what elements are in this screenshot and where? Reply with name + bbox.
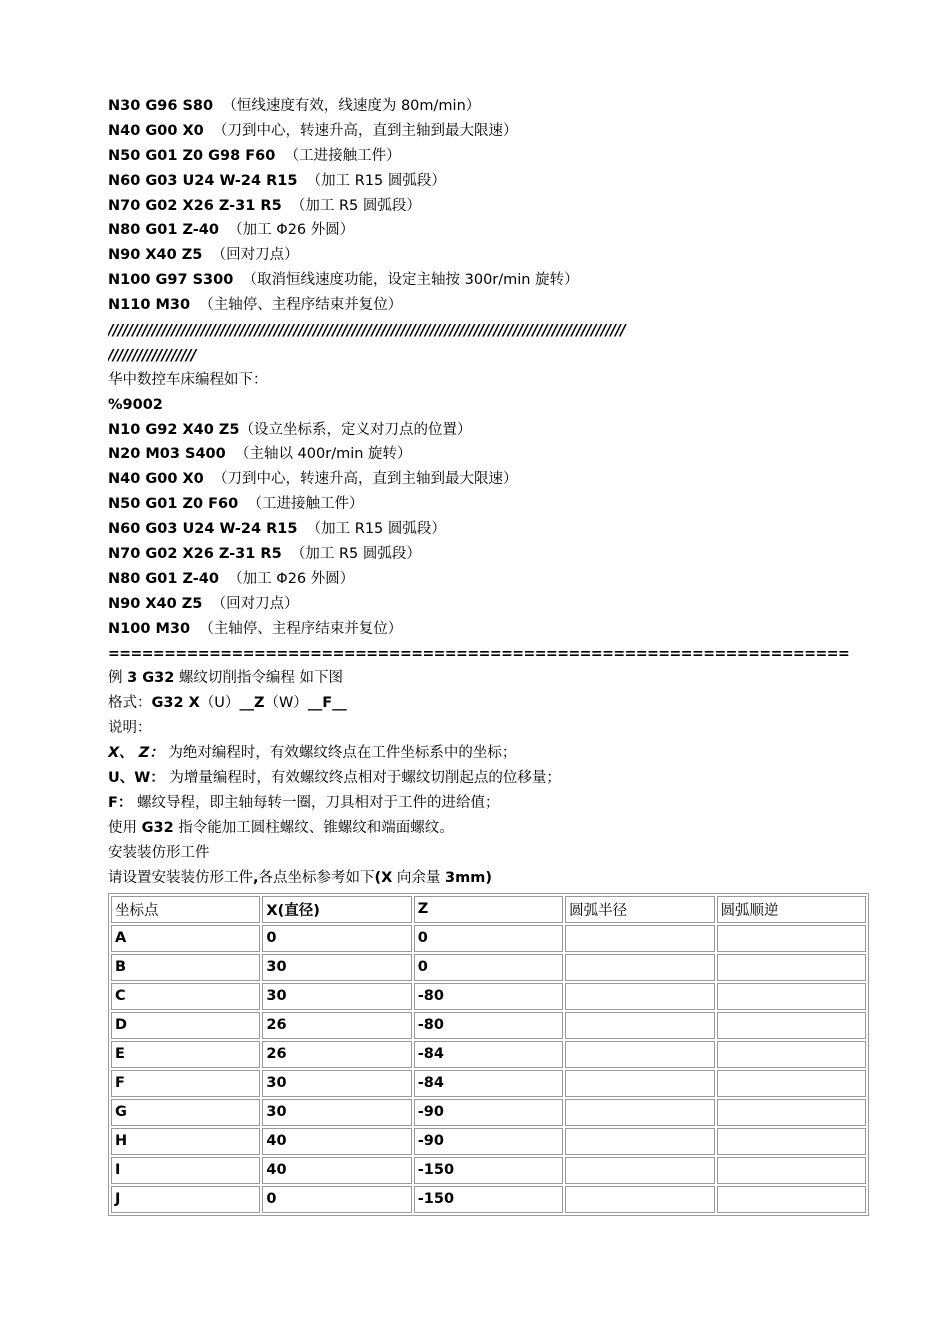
table-cell: 0 — [262, 1186, 411, 1213]
gcode-comment: （取消恒线速度功能，设定主轴按 300r/min 旋转） — [242, 272, 579, 289]
request-x: (X — [374, 869, 393, 886]
table-cell: I — [111, 1157, 260, 1184]
table-cell: D — [111, 1012, 260, 1039]
format-w: （W） — [264, 695, 308, 712]
equals-divider-line: ================================================================== — [108, 645, 850, 662]
example-3-post: 螺纹切削指令编程 如下图 — [174, 670, 344, 687]
gcode-spacer — [204, 123, 213, 139]
table-cell: -80 — [414, 1012, 563, 1039]
program-line — [108, 144, 870, 169]
table-header-row — [111, 896, 866, 923]
gcode-spacer — [219, 222, 228, 238]
request-mid: 各点坐标参考如下 — [258, 869, 375, 886]
table-cell — [565, 1012, 714, 1039]
table-cell: -84 — [414, 1070, 563, 1097]
table-row — [111, 1128, 866, 1155]
table-cell — [565, 1041, 714, 1068]
table-cell — [717, 1041, 866, 1068]
table-cell: 30 — [262, 954, 411, 981]
gcode-comment: （刀到中心，转速升高，直到主轴到最大限速） — [212, 471, 518, 488]
format-f: __F__ — [307, 695, 347, 712]
table-cell: E — [111, 1041, 260, 1068]
huazhong-heading: 华中数控车床编程如下： — [108, 371, 268, 388]
request-mid2: 向余量 — [392, 869, 446, 886]
gcode-spacer — [190, 621, 199, 637]
table-cell — [717, 1157, 866, 1184]
gcode-comment: （刀到中心，转速升高，直到主轴到最大限速） — [212, 122, 518, 139]
gcode-command: N80 G01 Z-40 — [108, 570, 219, 587]
program-line — [108, 194, 870, 219]
gcode-comment: （恒线速度有效，线速度为 80m/min） — [222, 98, 481, 114]
program-line — [108, 517, 870, 542]
program-line — [108, 442, 870, 467]
table-row — [111, 1041, 866, 1068]
usage-pre: 使用 — [108, 819, 142, 836]
table-cell: -90 — [414, 1099, 563, 1126]
table-cell: 26 — [262, 1012, 411, 1039]
program-line — [108, 119, 870, 144]
gcode-spacer — [297, 521, 306, 537]
table-cell — [565, 1186, 714, 1213]
slash-divider-line: ////////////////////////////////////////////////////////////////////////////////////////////////////////// — [108, 321, 626, 340]
gcode-spacer — [275, 148, 284, 164]
gcode-comment: （加工 Φ26 外圆） — [228, 570, 355, 587]
header-x-diameter: X(直径) — [262, 896, 411, 923]
gcode-command: N80 G01 Z-40 — [108, 222, 219, 239]
format-line — [108, 691, 870, 716]
gcode-comment: （设立坐标系，定义对刀点的位置） — [239, 421, 472, 438]
gcode-spacer — [202, 247, 211, 263]
gcode-command: N40 G00 X0 — [108, 471, 204, 488]
g32-usage — [108, 816, 870, 841]
document-page — [108, 94, 870, 1216]
gcode-spacer — [204, 471, 213, 487]
header-z: Z — [414, 896, 563, 923]
table-cell: 40 — [262, 1157, 411, 1184]
gcode-spacer — [219, 571, 228, 587]
table-cell: C — [111, 983, 260, 1010]
table-cell: 40 — [262, 1128, 411, 1155]
usage-post: 指令能加工圆柱螺纹、锥螺纹和端面螺纹。 — [173, 819, 454, 836]
table-cell — [717, 1012, 866, 1039]
usage-code: G32 — [141, 819, 174, 836]
gcode-command: N20 M03 S400 — [108, 446, 226, 463]
gcode-comment: （主轴停、主程序结束并复位） — [199, 620, 403, 637]
gcode-command: N100 G97 S300 — [108, 272, 234, 289]
program-line — [108, 418, 870, 443]
program-2-block — [108, 418, 870, 642]
table-cell: 0 — [262, 925, 411, 952]
gcode-command: N10 G92 X40 Z5 — [108, 421, 240, 438]
gcode-comment: （加工 R5 圆弧段） — [290, 197, 421, 214]
table-row — [111, 1070, 866, 1097]
table-cell — [717, 983, 866, 1010]
gcode-comment: （主轴停、主程序结束并复位） — [199, 297, 403, 314]
table-row — [111, 925, 866, 952]
table-cell: 30 — [262, 983, 411, 1010]
table-cell — [717, 925, 866, 952]
table-cell: -80 — [414, 983, 563, 1010]
request-line — [108, 866, 870, 891]
gcode-command: N110 M30 — [108, 297, 191, 314]
table-cell: -150 — [414, 1186, 563, 1213]
gcode-comment: （加工 R5 圆弧段） — [290, 546, 421, 563]
gcode-command: N90 X40 Z5 — [108, 595, 203, 612]
table-cell: A — [111, 925, 260, 952]
gcode-spacer — [297, 173, 306, 189]
xz-text: 为绝对编程时，有效螺纹终点在工件坐标系中的坐标； — [163, 745, 517, 762]
program-line — [108, 617, 870, 642]
coordinate-table — [108, 893, 869, 1216]
program-line — [108, 592, 870, 617]
request-pre: 请设置安装装仿形工件 — [108, 869, 253, 886]
table-cell — [565, 1099, 714, 1126]
example-3-code: 3 G32 — [127, 670, 175, 687]
gcode-spacer — [213, 98, 222, 114]
header-point: 坐标点 — [111, 896, 260, 923]
program-line — [108, 169, 870, 194]
gcode-spacer — [282, 546, 291, 562]
table-cell: 30 — [262, 1099, 411, 1126]
table-body — [111, 925, 866, 1213]
gcode-spacer — [233, 272, 242, 288]
xz-key: X、 Z： — [108, 745, 164, 762]
table-cell: -84 — [414, 1041, 563, 1068]
gcode-comment: （回对刀点） — [211, 595, 299, 612]
slash-divider-line-continued: ////////////////// — [108, 345, 196, 364]
table-cell: 0 — [414, 954, 563, 981]
table-cell: 0 — [414, 925, 563, 952]
table-row — [111, 1157, 866, 1184]
f-explanation — [108, 791, 870, 816]
request-3mm: 3mm) — [445, 869, 492, 886]
gcode-command: N70 G02 X26 Z-31 R5 — [108, 546, 282, 563]
format-label: 格式： — [108, 695, 152, 712]
gcode-comment: （主轴以 400r/min 旋转） — [234, 446, 412, 463]
table-row — [111, 1099, 866, 1126]
gcode-command: N100 M30 — [108, 620, 191, 637]
table-cell: B — [111, 954, 260, 981]
gcode-spacer — [202, 596, 211, 612]
table-cell — [717, 1186, 866, 1213]
program-line — [108, 567, 870, 592]
gcode-command: N30 G96 S80 — [108, 98, 214, 114]
uw-explanation — [108, 766, 870, 791]
program-line — [108, 94, 870, 119]
table-cell — [565, 1128, 714, 1155]
table-cell: G — [111, 1099, 260, 1126]
request-comma: , — [253, 869, 259, 886]
table-cell — [565, 954, 714, 981]
install-text: 安装装仿形工件 — [108, 844, 210, 861]
program-line — [108, 218, 870, 243]
gcode-comment: （工进接触工件） — [247, 496, 364, 513]
table-row — [111, 1186, 866, 1213]
gcode-spacer — [226, 446, 235, 462]
gcode-command: N40 G00 X0 — [108, 122, 204, 139]
gcode-comment: （加工 Φ26 外圆） — [228, 222, 355, 239]
format-g32: G32 X — [151, 695, 200, 712]
gcode-command: N50 G01 Z0 F60 — [108, 496, 239, 513]
xz-explanation — [108, 741, 870, 766]
gcode-spacer — [282, 198, 291, 214]
header-arc-radius: 圆弧半径 — [565, 896, 714, 923]
table-cell — [565, 925, 714, 952]
program-line — [108, 293, 870, 318]
table-cell — [717, 954, 866, 981]
table-row — [111, 954, 866, 981]
gcode-spacer — [190, 297, 199, 313]
uw-key: U、W： — [108, 770, 165, 787]
table-cell: -150 — [414, 1157, 563, 1184]
f-text: 螺纹导程，即主轴每转一圈，刀具相对于工件的进给值； — [132, 794, 500, 811]
table-cell — [565, 1070, 714, 1097]
table-cell: H — [111, 1128, 260, 1155]
format-u: （U） — [199, 695, 240, 712]
program-line — [108, 467, 870, 492]
gcode-comment: （工进接触工件） — [284, 147, 401, 164]
program-1-block — [108, 94, 870, 318]
f-key: F： — [108, 794, 133, 811]
program-line — [108, 492, 870, 517]
table-cell: J — [111, 1186, 260, 1213]
uw-text: 为增量编程时，有效螺纹终点相对于螺纹切削起点的位移量； — [164, 770, 561, 787]
program-line — [108, 542, 870, 567]
program-line — [108, 268, 870, 293]
gcode-comment: （加工 R15 圆弧段） — [306, 521, 446, 538]
table-row — [111, 1012, 866, 1039]
gcode-command: N90 X40 Z5 — [108, 247, 203, 264]
table-cell: 26 — [262, 1041, 411, 1068]
gcode-command: N60 G03 U24 W-24 R15 — [108, 172, 298, 189]
table-cell: -90 — [414, 1128, 563, 1155]
header-arc-direction: 圆弧顺逆 — [717, 896, 866, 923]
table-cell: F — [111, 1070, 260, 1097]
gcode-command: N60 G03 U24 W-24 R15 — [108, 521, 298, 538]
gcode-comment: （回对刀点） — [211, 247, 299, 264]
format-z: __Z — [239, 695, 265, 712]
gcode-command: N50 G01 Z0 G98 F60 — [108, 147, 276, 164]
table-cell: 30 — [262, 1070, 411, 1097]
table-cell — [565, 983, 714, 1010]
gcode-command: N70 G02 X26 Z-31 R5 — [108, 197, 282, 214]
table-row — [111, 983, 866, 1010]
example-3-pre: 例 — [108, 670, 128, 687]
example-3-heading — [108, 666, 870, 691]
program-number: %9002 — [108, 396, 163, 413]
table-cell — [717, 1099, 866, 1126]
table-cell — [717, 1128, 866, 1155]
gcode-comment: （加工 R15 圆弧段） — [306, 172, 446, 189]
table-cell — [565, 1157, 714, 1184]
program-line — [108, 243, 870, 268]
explain-label: 说明： — [108, 720, 152, 737]
table-cell — [717, 1070, 866, 1097]
